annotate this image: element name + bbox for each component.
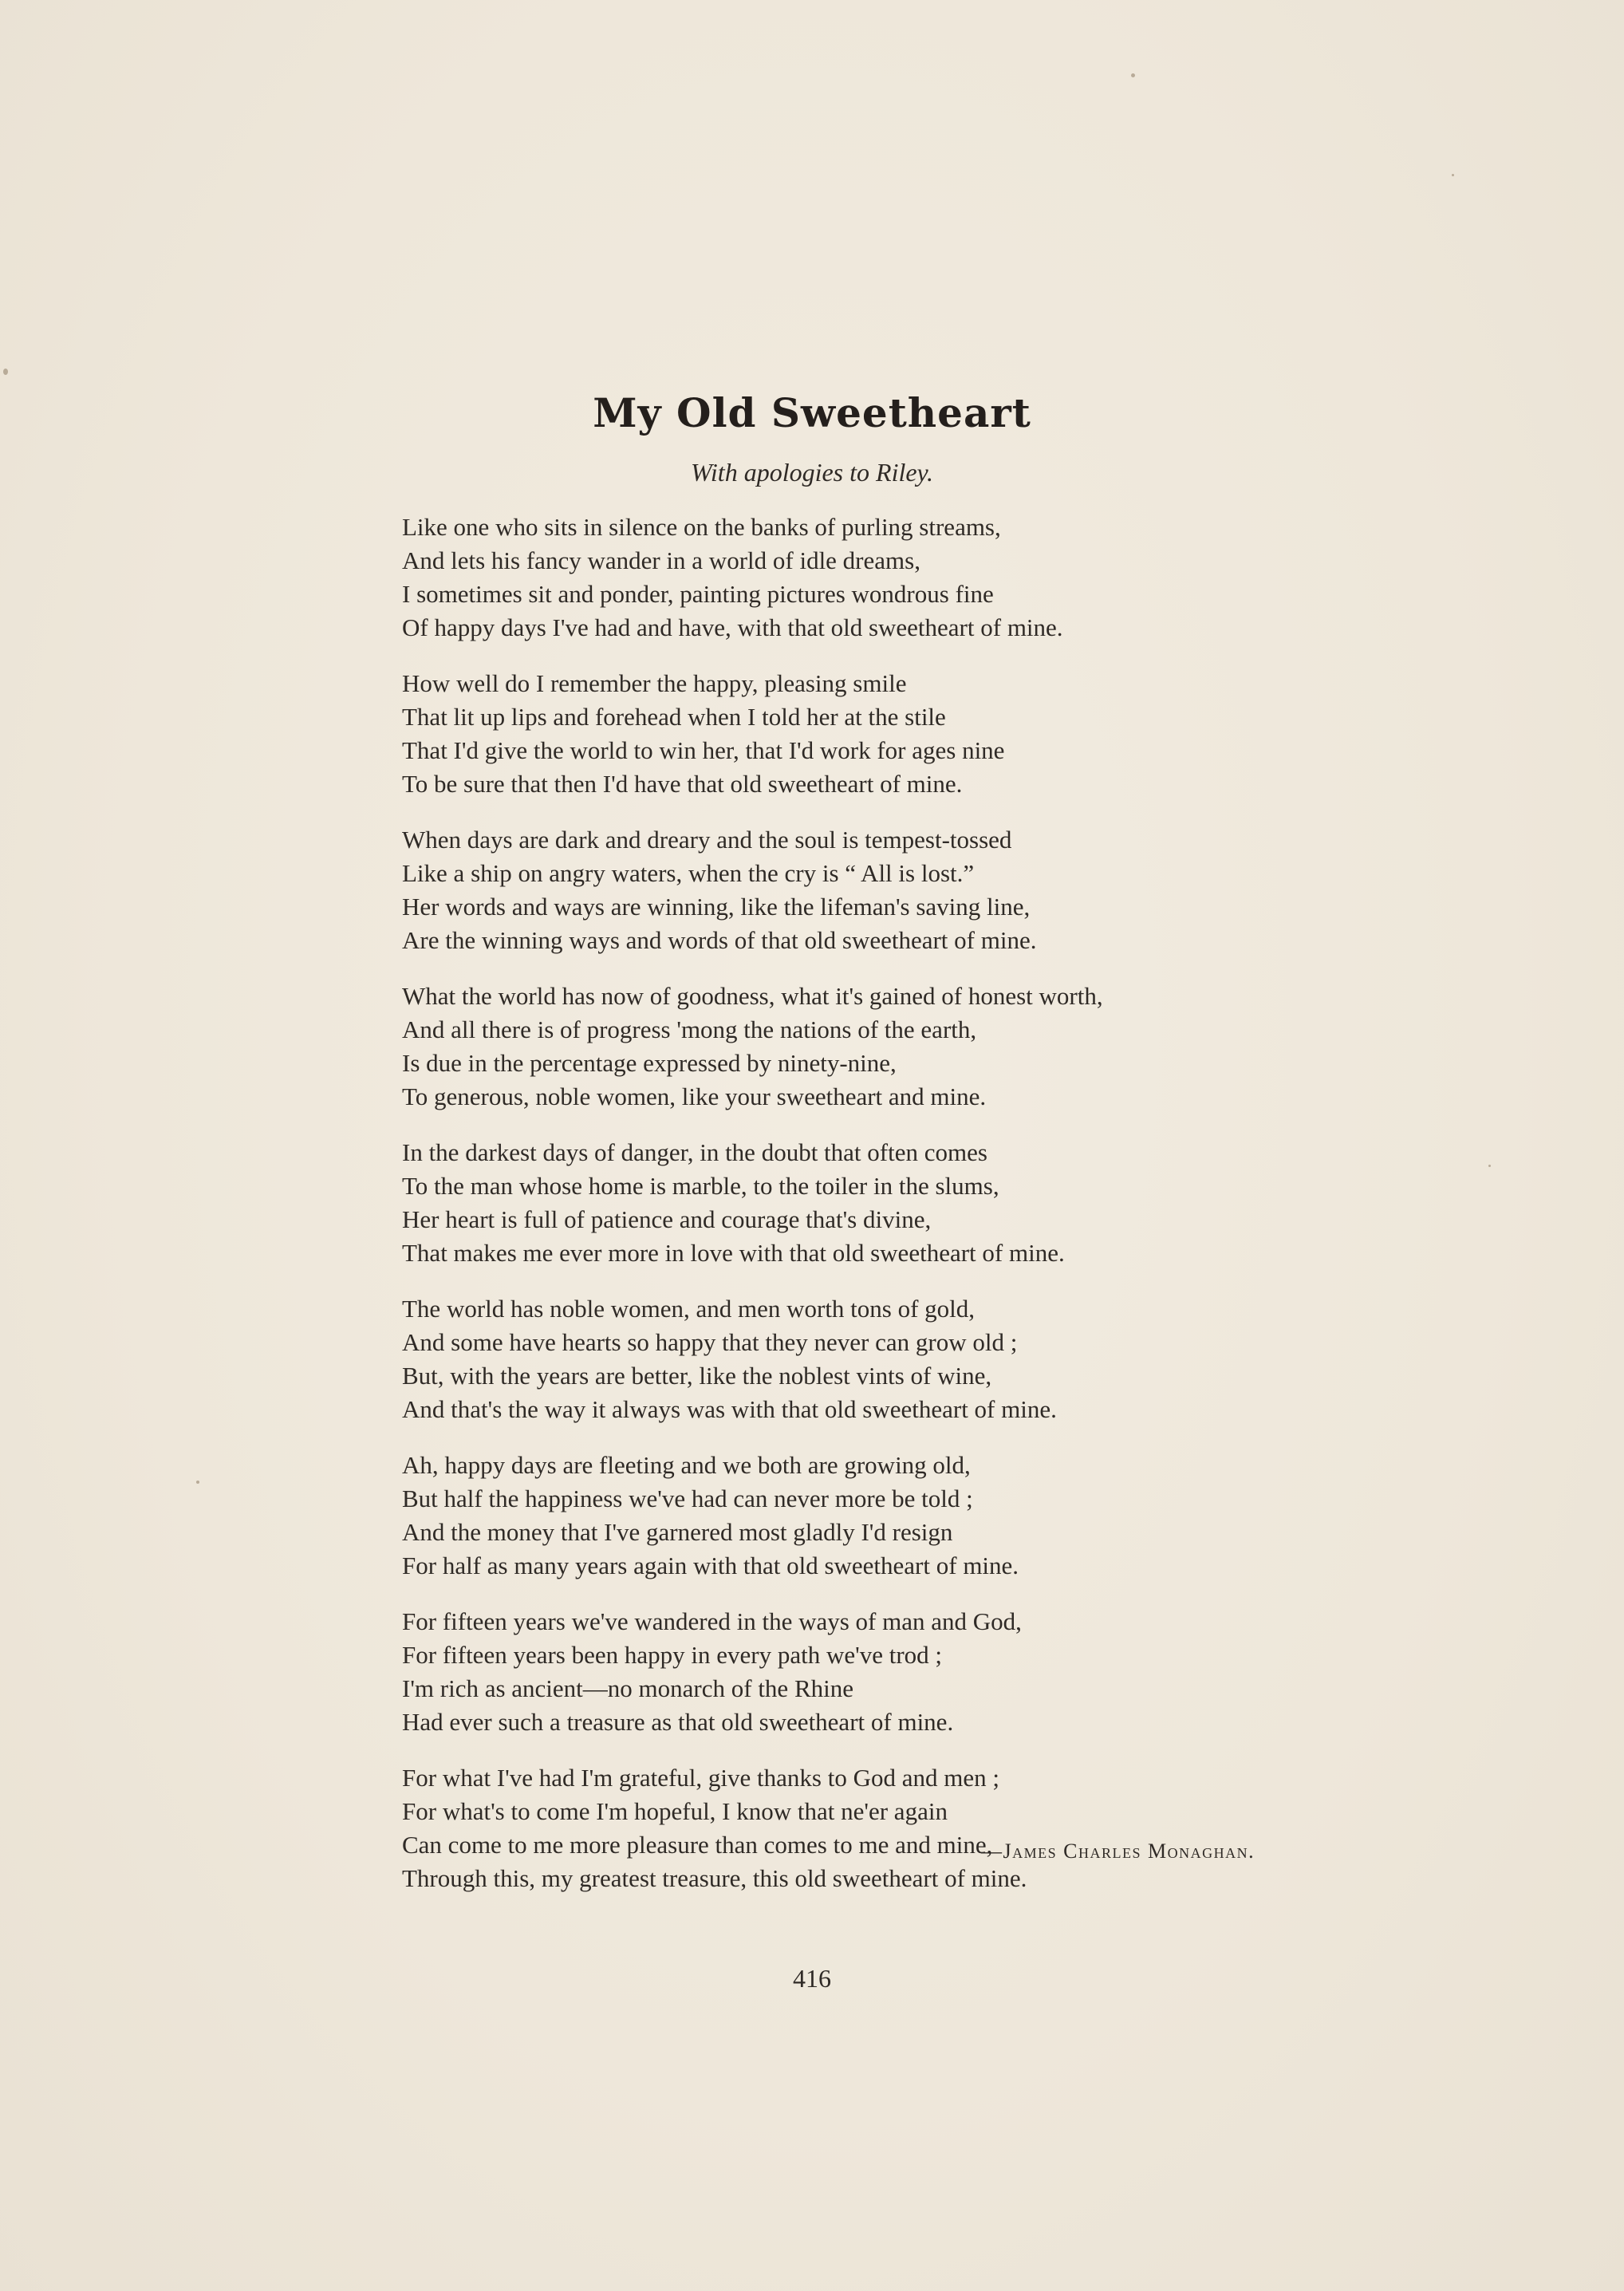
stanza: [402, 511, 1359, 645]
poem-subtitle: With apologies to Riley.: [691, 458, 933, 487]
poem-attribution: —James Charles Monaghan.: [981, 1840, 1255, 1863]
stanza: [402, 667, 1359, 801]
poem-line: For fifteen years we've wandered in the ways of man and God,: [402, 1607, 1022, 1635]
poem-line: In the darkest days of danger, in the doubt that often comes: [402, 1138, 987, 1166]
poem-line: I sometimes sit and ponder, painting pictures wondrous fine: [402, 580, 994, 608]
poem-line: Had ever such a treasure as that old sweetheart of mine.: [402, 1708, 954, 1736]
stanza: [402, 980, 1359, 1114]
poem-line: How well do I remember the happy, pleasing smile: [402, 669, 907, 697]
stanza: [402, 1449, 1359, 1583]
poem-line: But half the happiness we've had can never more be told ;: [402, 1485, 973, 1512]
poem-line: And that's the way it always was with that old sweetheart of mine.: [402, 1395, 1057, 1423]
poem-line: For half as many years again with that old sweetheart of mine.: [402, 1552, 1019, 1579]
poem-line: That makes me ever more in love with that old sweetheart of mine.: [402, 1239, 1065, 1267]
poem-title: My Old Sweetheart: [593, 389, 1031, 436]
poem-line: And lets his fancy wander in a world of idle dreams,: [402, 546, 920, 574]
poem-line: I'm rich as ancient—no monarch of the Rhine: [402, 1674, 853, 1702]
poem-line: The world has noble women, and men worth tons of gold,: [402, 1295, 976, 1323]
poem-line: That lit up lips and forehead when I told her at the stile: [402, 703, 946, 731]
stanza: [402, 823, 1359, 957]
poem-line: To generous, noble women, like your sweetheart and mine.: [402, 1082, 987, 1110]
poem-line: Like a ship on angry waters, when the cry is “ All is lost.”: [402, 859, 975, 887]
poem-line: Through this, my greatest treasure, this old sweetheart of mine.: [402, 1864, 1027, 1892]
poem-line: Can come to me more pleasure than comes to me and mine,: [402, 1831, 993, 1859]
page-number: 416: [793, 1964, 831, 1993]
poem-line: Ah, happy days are fleeting and we both are growing old,: [402, 1451, 971, 1479]
poem-line: Her heart is full of patience and courage that's divine,: [402, 1205, 932, 1233]
poem-line: Like one who sits in silence on the banks of purling streams,: [402, 513, 1001, 541]
stanza: [402, 1605, 1359, 1739]
poem-line: When days are dark and dreary and the soul is tempest-tossed: [402, 826, 1012, 854]
poem-line: That I'd give the world to win her, that I'd work for ages nine: [402, 736, 1005, 764]
poem-body: [402, 511, 1359, 1918]
poem-line: For what I've had I'm grateful, give thanks to God and men ;: [402, 1764, 999, 1792]
poem-line: Is due in the percentage expressed by ninety-nine,: [402, 1049, 897, 1077]
paper-speck: [1452, 174, 1454, 176]
poem-line: For what's to come I'm hopeful, I know that ne'er again: [402, 1797, 948, 1825]
stanza: [402, 1761, 1359, 1895]
poem-line: To the man whose home is marble, to the toiler in the slums,: [402, 1172, 999, 1200]
stanza: [402, 1136, 1359, 1270]
poem-line: And the money that I've garnered most gladly I'd resign: [402, 1518, 953, 1546]
paper-speck: [1131, 73, 1135, 77]
poem-line: Her words and ways are winning, like the lifeman's saving line,: [402, 893, 1031, 921]
paper-speck: [196, 1481, 199, 1484]
paper-speck: [1488, 1165, 1491, 1167]
poem-line: What the world has now of goodness, what it's gained of honest worth,: [402, 982, 1103, 1010]
paper-speck: [3, 369, 8, 375]
poem-line: And all there is of progress 'mong the nations of the earth,: [402, 1015, 977, 1043]
poem-line: Of happy days I've had and have, with that old sweetheart of mine.: [402, 613, 1063, 641]
stanza: [402, 1292, 1359, 1426]
poem-line: To be sure that then I'd have that old sweetheart of mine.: [402, 770, 963, 798]
poem-line: And some have hearts so happy that they never can grow old ;: [402, 1328, 1018, 1356]
poem-line: For fifteen years been happy in every path we've trod ;: [402, 1641, 943, 1669]
poem-line: But, with the years are better, like the noblest vints of wine,: [402, 1362, 992, 1390]
poem-line: Are the winning ways and words of that old sweetheart of mine.: [402, 926, 1037, 954]
